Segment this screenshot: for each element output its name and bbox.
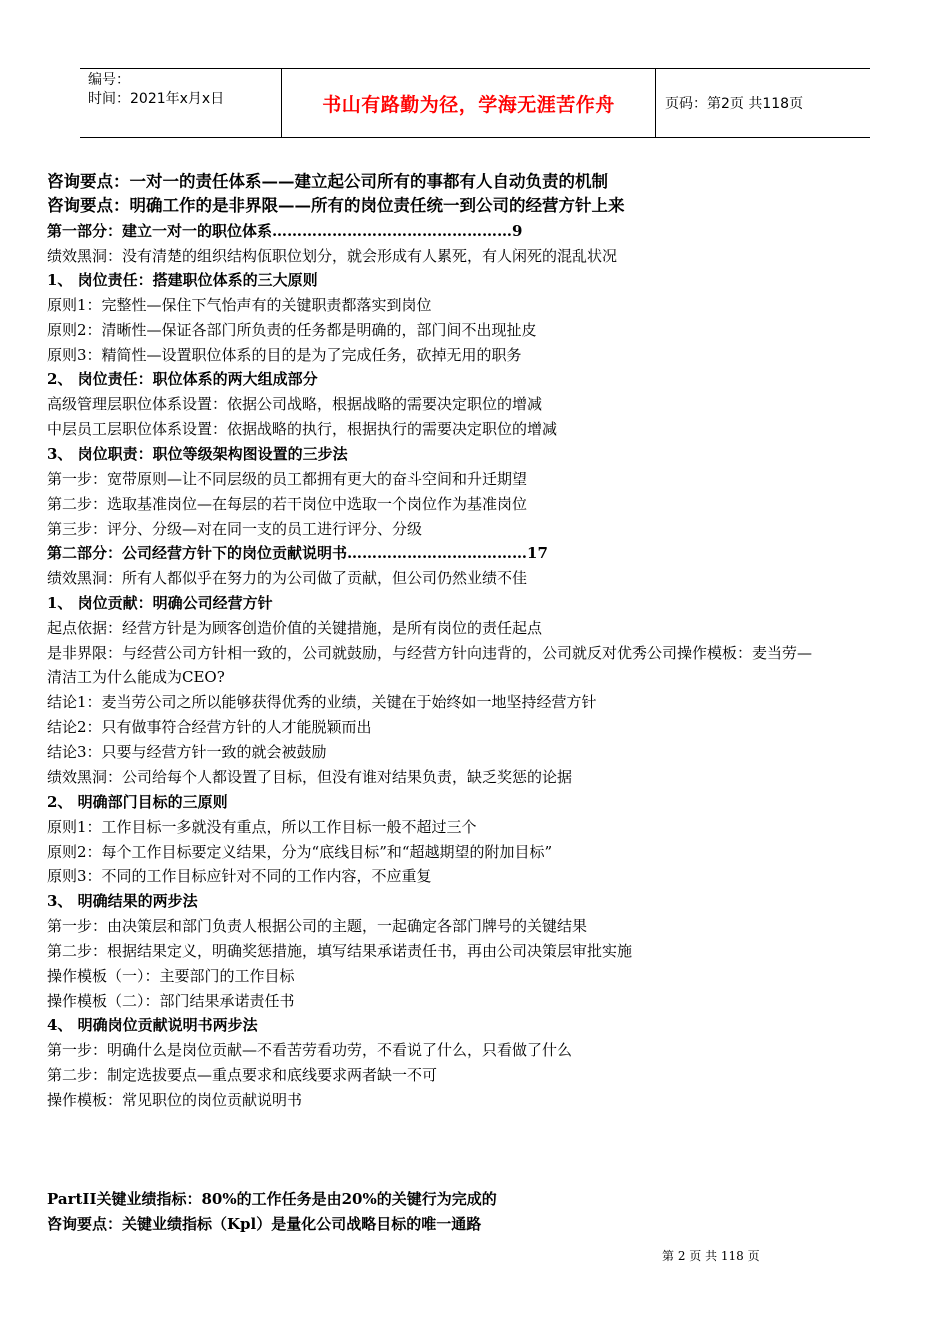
body-line: 清洁工为什么能成为CEO? [47, 668, 225, 686]
body-line: 原则1：工作目标一多就没有重点，所以工作目标一般不超过三个 [47, 818, 477, 836]
header-page-cell [656, 69, 870, 137]
part-heading: PartII关键业绩指标：80%的工作任务是由20%的关键行为完成的 [47, 1190, 497, 1208]
header-motto: 书山有路勤为径，学海无涯苦作舟 [322, 93, 615, 116]
page-footer: 第 2 页 共 118 页 [662, 1249, 760, 1263]
body-line: 绩效黑洞：公司给每个人都设置了目标，但没有谁对结果负责，缺乏奖惩的论据 [47, 768, 573, 786]
body-line: 第二步：制定选拔要点—重点要求和底线要求两者缺一不可 [47, 1066, 438, 1084]
body-line: 绩效黑洞：所有人都似乎在努力的为公司做了贡献，但公司仍然业绩不佳 [47, 569, 528, 587]
consult-point-line: 咨询要点：关键业绩指标（Kpl）是量化公司战略目标的唯一通路 [47, 1215, 482, 1233]
part-heading: 第一部分：建立一对一的职位体系…………………………………………9 [47, 222, 523, 240]
body-line: 第一步：明确什么是岗位贡献—不看苦劳看功劳，不看说了什么，只看做了什么 [47, 1041, 573, 1059]
section-heading: 1、 岗位责任：搭建职位体系的三大原则 [47, 271, 318, 289]
section-heading: 1、 岗位贡献：明确公司经营方针 [47, 594, 273, 612]
body-line: 第一步：由决策层和部门负责人根据公司的主题，一起确定各部门牌号的关键结果 [47, 917, 588, 935]
body-line: 原则2：清晰性—保证各部门所负责的任务都是明确的，部门间不出现扯皮 [47, 321, 537, 339]
body-line: 结论3：只要与经营方针一致的就会被鼓励 [47, 743, 327, 761]
header-page-info: 页码：第2页 共118页 [665, 96, 804, 112]
body-line: 原则3：精简性—设置职位体系的目的是为了完成任务，砍掉无用的职务 [47, 346, 522, 364]
body-line: 结论2：只有做事符合经营方针的人才能脱颖而出 [47, 718, 372, 736]
body-line: 操作模板：常见职位的岗位贡献说明书 [47, 1091, 303, 1109]
body-line: 第一步：宽带原则—让不同层级的员工都拥有更大的奋斗空间和升迁期望 [47, 470, 528, 488]
body-line: 操作模板（一）：主要部门的工作目标 [47, 967, 295, 985]
section-heading: 2、 岗位责任：职位体系的两大组成部分 [47, 370, 318, 388]
body-line: 第二步：选取基准岗位—在每层的若干岗位中选取一个岗位作为基准岗位 [47, 495, 528, 513]
body-line: 中层员工层职位体系设置：依据战略的执行，根据执行的需要决定职位的增减 [47, 420, 558, 438]
body-line: 起点依据：经营方针是为顾客创造价值的关键措施，是所有岗位的责任起点 [47, 619, 543, 637]
header-motto-cell [282, 69, 656, 137]
section-heading: 3、 岗位职责：职位等级架构图设置的三步法 [47, 445, 348, 463]
body-line: 结论1：麦当劳公司之所以能够获得优秀的业绩，关键在于始终如一地坚持经营方针 [47, 693, 597, 711]
body-line: 是非界限：与经营公司方针相一致的，公司就鼓励，与经营方针向违背的，公司就反对优秀公司操作模板：麦当劳— [47, 644, 813, 662]
section-heading: 3、 明确结果的两步法 [47, 892, 198, 910]
document-time-label: 时间：2021年x月x日 [88, 91, 225, 107]
document-number-label: 编号： [88, 72, 130, 88]
body-line: 原则2：每个工作目标要定义结果，分为“底线目标”和“超越期望的附加目标” [47, 843, 553, 861]
header-meta-cell [80, 69, 282, 137]
body-line: 第三步：评分、分级—对在同一支的员工进行评分、分级 [47, 520, 423, 538]
body-line: 第二步：根据结果定义，明确奖惩措施，填写结果承诺责任书，再由公司决策层审批实施 [47, 942, 633, 960]
part-heading: 第二部分：公司经营方针下的岗位贡献说明书………………………………17 [47, 544, 548, 562]
consult-point-line: 咨询要点：明确工作的是非界限——所有的岗位责任统一到公司的经营方针上来 [47, 196, 625, 215]
section-heading: 2、 明确部门目标的三原则 [47, 793, 228, 811]
body-line: 绩效黑洞：没有清楚的组织结构佤职位划分，就会形成有人累死，有人闲死的混乱状况 [47, 247, 618, 265]
body-line: 原则3：不同的工作目标应针对不同的工作内容，不应重复 [47, 867, 432, 885]
body-line: 高级管理层职位体系设置：依据公司战略，根据战略的需要决定职位的增减 [47, 395, 543, 413]
consult-point-line: 咨询要点：一对一的责任体系——建立起公司所有的事都有人自动负责的机制 [47, 172, 608, 191]
document-header [80, 68, 870, 138]
body-line: 原则1：完整性—保住下气怡声有的关键职责都落实到岗位 [47, 296, 432, 314]
section-heading: 4、 明确岗位贡献说明书两步法 [47, 1016, 258, 1034]
body-line: 操作模板（二）：部门结果承诺责任书 [47, 992, 295, 1010]
